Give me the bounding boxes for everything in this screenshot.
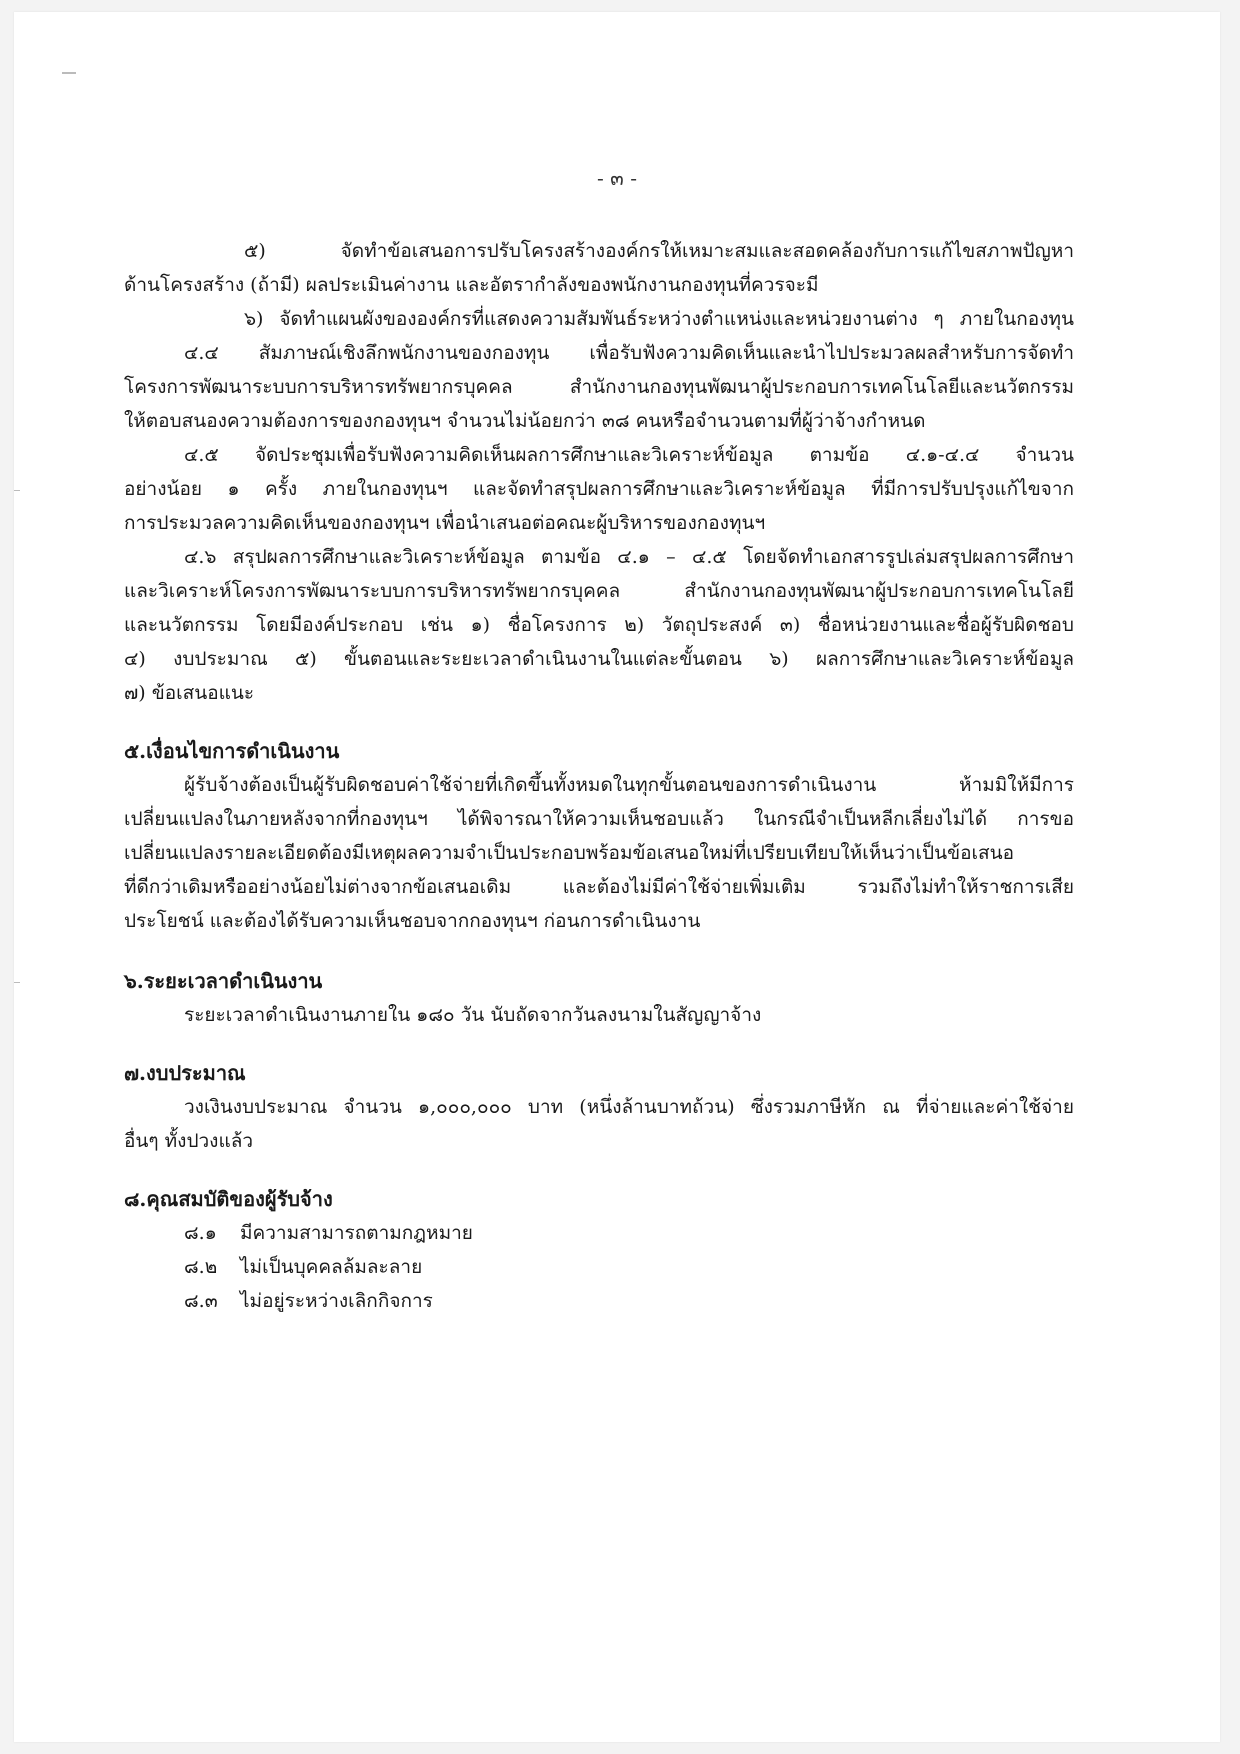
- item-4-4-line-3: ให้ตอบสนองความต้องการของกองทุนฯ จำนวนไม่น้อยกว่า ๓๘ คนหรือจำนวนตามที่ผู้ว่าจ้างกำหนด: [124, 410, 926, 432]
- item-4-5-line-1: ๔.๕ จัดประชุมเพื่อรับฟังความคิดเห็นผลการศึกษาและวิเคราะห์ข้อมูล ตามข้อ ๔.๑-๔.๔ จำนวน: [184, 444, 1074, 466]
- item-5-line-1: ๕) จัดทำข้อเสนอการปรับโครงสร้างองค์กรให้เหมาะสมและสอดคล้องกับการแก้ไขสภาพปัญหา: [244, 240, 1074, 262]
- page-number: - ๓ -: [597, 166, 637, 190]
- item-4-6-line-2: และวิเคราะห์โครงการพัฒนาระบบการบริหารทรัพยากรบุคคล สำนักงานกองทุนพัฒนาผู้ประกอบการเทคโนโลยี: [124, 580, 1074, 602]
- scan-speck: [62, 72, 76, 74]
- scan-speck: [14, 982, 20, 983]
- item-4-6-line-5: ๗) ข้อเสนอแนะ: [124, 682, 255, 704]
- section-7-line-2: อื่นๆ ทั้งปวงแล้ว: [124, 1130, 254, 1152]
- item-4-5-line-3: การประมวลความคิดเห็นของกองทุนฯ เพื่อนำเสนอต่อคณะผู้บริหารของกองทุนฯ: [124, 512, 766, 534]
- item-4-6-line-3: และนวัตกรรม โดยมีองค์ประกอบ เช่น ๑) ชื่อโครงการ ๒) วัตถุประสงค์ ๓) ชื่อหน่วยงานและชื่อผู้รับผิดชอบ: [124, 614, 1074, 636]
- section-6-heading: ๖.ระยะเวลาดำเนินงาน: [124, 969, 323, 993]
- section-6-line-1: ระยะเวลาดำเนินงานภายใน ๑๘๐ วัน นับถัดจากวันลงนามในสัญญาจ้าง: [184, 1004, 762, 1026]
- item-4-6-line-4: ๔) งบประมาณ ๕) ขั้นตอนและระยะเวลาดำเนินงานในแต่ละขั้นตอน ๖) ผลการศึกษาและวิเคราะห์ข้อมูล: [124, 648, 1074, 670]
- section-5-line-5: ประโยชน์ และต้องได้รับความเห็นชอบจากกองทุนฯ ก่อนการดำเนินงาน: [124, 910, 701, 932]
- section-5-heading: ๕.เงื่อนไขการดำเนินงาน: [124, 739, 340, 763]
- item-6-line-1: ๖) จัดทำแผนผังขององค์กรที่แสดงความสัมพันธ์ระหว่างตำแหน่งและหน่วยงานต่าง ๆ ภายในกองทุน: [244, 308, 1074, 330]
- list-item-text: มีความสามารถตามกฎหมาย: [240, 1222, 473, 1244]
- list-item-text: ไม่เป็นบุคคลล้มละลาย: [240, 1256, 423, 1278]
- section-7-line-1: วงเงินงบประมาณ จำนวน ๑,๐๐๐,๐๐๐ บาท (หนึ่งล้านบาทถ้วน) ซึ่งรวมภาษีหัก ณ ที่จ่ายและค่าใช้จ่าย: [184, 1096, 1074, 1118]
- list-item: [184, 1284, 433, 1318]
- item-4-6-line-1: ๔.๖ สรุปผลการศึกษาและวิเคราะห์ข้อมูล ตามข้อ ๔.๑ – ๔.๕ โดยจัดทำเอกสารรูปเล่มสรุปผลการศึกษา: [184, 546, 1074, 568]
- section-5-line-4: ที่ดีกว่าเดิมหรืออย่างน้อยไม่ต่างจากข้อเสนอเดิม และต้องไม่มีค่าใช้จ่ายเพิ่มเติม รวมถึงไม่ทำให้ราชการเสีย: [124, 876, 1074, 898]
- item-4-4-line-2: โครงการพัฒนาระบบการบริหารทรัพยากรบุคคล สำนักงานกองทุนพัฒนาผู้ประกอบการเทคโนโลยีและนวัตกรรม: [124, 376, 1074, 398]
- section-5-line-2: เปลี่ยนแปลงในภายหลังจากที่กองทุนฯ ได้พิจารณาให้ความเห็นชอบแล้ว ในกรณีจำเป็นหลีกเลี่ยงไม่ได้ การขอ: [124, 808, 1074, 830]
- section-5-line-3: เปลี่ยนแปลงรายละเอียดต้องมีเหตุผลความจำเป็นประกอบพร้อมข้อเสนอใหม่ที่เปรียบเทียบให้เห็นว่าเป็นข้อเสนอ: [124, 842, 1014, 864]
- list-item-text: ไม่อยู่ระหว่างเลิกกิจการ: [240, 1290, 433, 1312]
- list-item-number: ๘.๓: [184, 1290, 218, 1312]
- document-page: [14, 12, 1220, 1742]
- section-8-heading: ๘.คุณสมบัติของผู้รับจ้าง: [124, 1187, 333, 1211]
- list-item: [184, 1250, 422, 1284]
- section-7-heading: ๗.งบประมาณ: [124, 1061, 246, 1085]
- list-item-number: ๘.๑: [184, 1222, 217, 1244]
- list-item: [184, 1216, 473, 1250]
- item-4-4-line-1: ๔.๔ สัมภาษณ์เชิงลึกพนักงานของกองทุน เพื่อรับฟังความคิดเห็นและนำไปประมวลผลสำหรับการจัดทำ: [184, 342, 1074, 364]
- item-4-5-line-2: อย่างน้อย ๑ ครั้ง ภายในกองทุนฯ และจัดทำสรุปผลการศึกษาและวิเคราะห์ข้อมูล ที่มีการปรับปรุงแก้ไขจาก: [124, 478, 1074, 500]
- scan-speck: [14, 490, 20, 491]
- list-item-number: ๘.๒: [184, 1256, 218, 1278]
- item-5-line-2: ด้านโครงสร้าง (ถ้ามี) ผลประเมินค่างาน และอัตรากำลังของพนักงานกองทุนที่ควรจะมี: [124, 274, 819, 296]
- section-5-line-1: ผู้รับจ้างต้องเป็นผู้รับผิดชอบค่าใช้จ่ายที่เกิดขึ้นทั้งหมดในทุกขั้นตอนของการดำเนินงาน ห้ามมิให้มีการ: [184, 774, 1074, 796]
